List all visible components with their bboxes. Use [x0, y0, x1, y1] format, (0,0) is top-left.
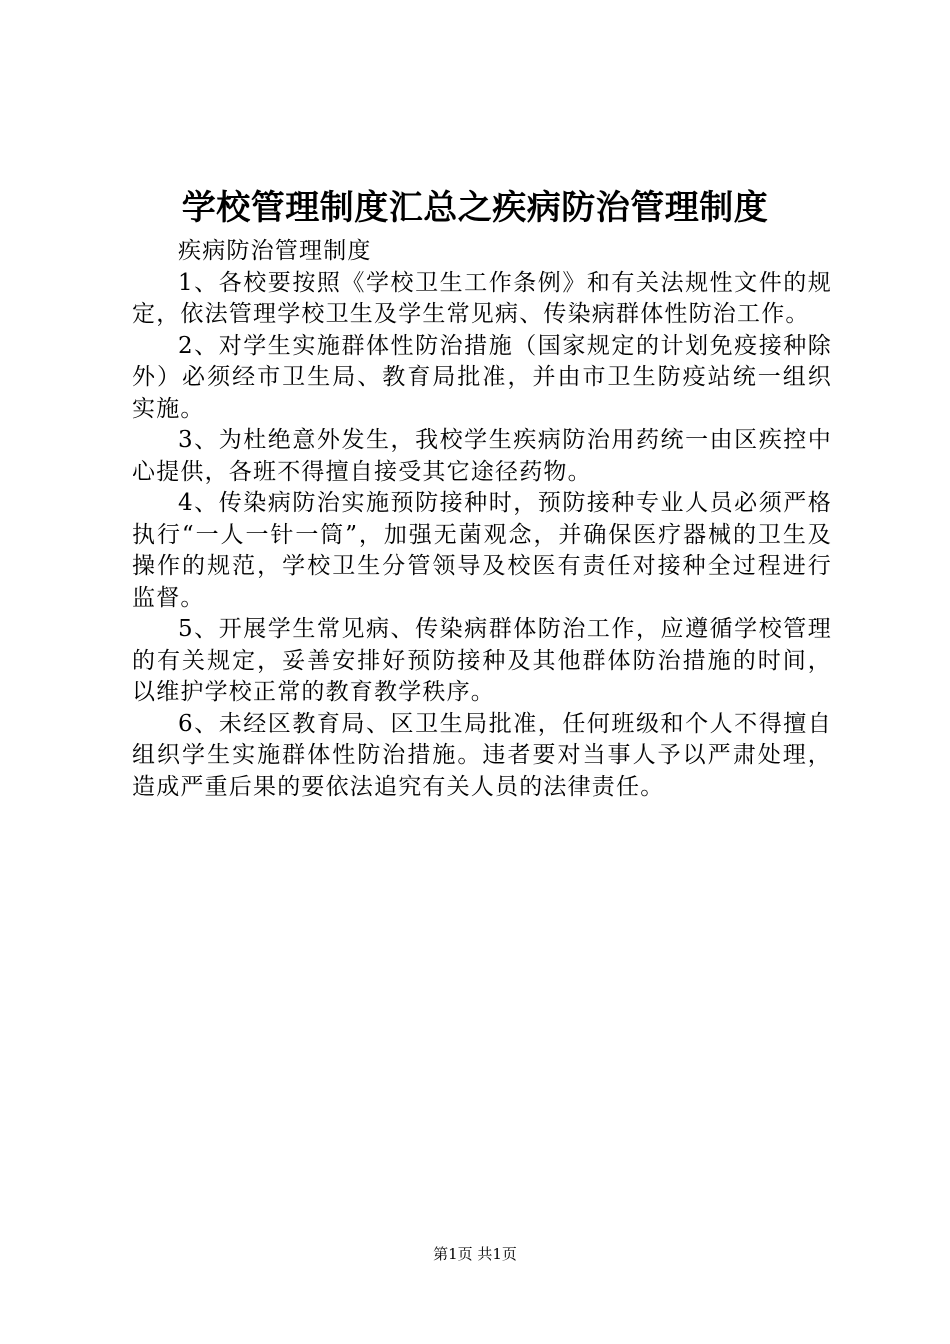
page-footer: 第1页 共1页: [433, 1245, 517, 1263]
paragraph-4: 4、传染病防治实施预防接种时，预防接种专业人员必须严格执行“一人一针一筒”，加强无菌观念，并确保医疗器械的卫生及操作的规范，学校卫生分管领导及校医有责任对接种全过程进行监督。: [132, 490, 832, 611]
document-subtitle: 疾病防治管理制度: [178, 238, 372, 264]
document-body: [132, 236, 832, 803]
paragraph-6: 6、未经区教育局、区卫生局批准，任何班级和个人不得擅自组织学生实施群体性防治措施。违者要对当事人予以严肃处理，造成严重后果的要依法追究有关人员的法律责任。: [132, 710, 832, 800]
paragraph-3: 3、为杜绝意外发生，我校学生疾病防治用药统一由区疾控中心提供，各班不得擅自接受其它途径药物。: [132, 427, 832, 485]
paragraph-1: 1、各校要按照《学校卫生工作条例》和有关法规性文件的规定，依法管理学校卫生及学生常见病、传染病群体性防治工作。: [132, 269, 832, 327]
paragraph-2: 2、对学生实施群体性防治措施（国家规定的计划免疫接种除外）必须经市卫生局、教育局批准，并由市卫生防疫站统一组织实施。: [132, 332, 832, 422]
paragraph-5: 5、开展学生常见病、传染病群体防治工作，应遵循学校管理的有关规定，妥善安排好预防接种及其他群体防治措施的时间，以维护学校正常的教育教学秩序。: [132, 616, 832, 705]
document-title: 学校管理制度汇总之疾病防治管理制度: [181, 188, 769, 228]
